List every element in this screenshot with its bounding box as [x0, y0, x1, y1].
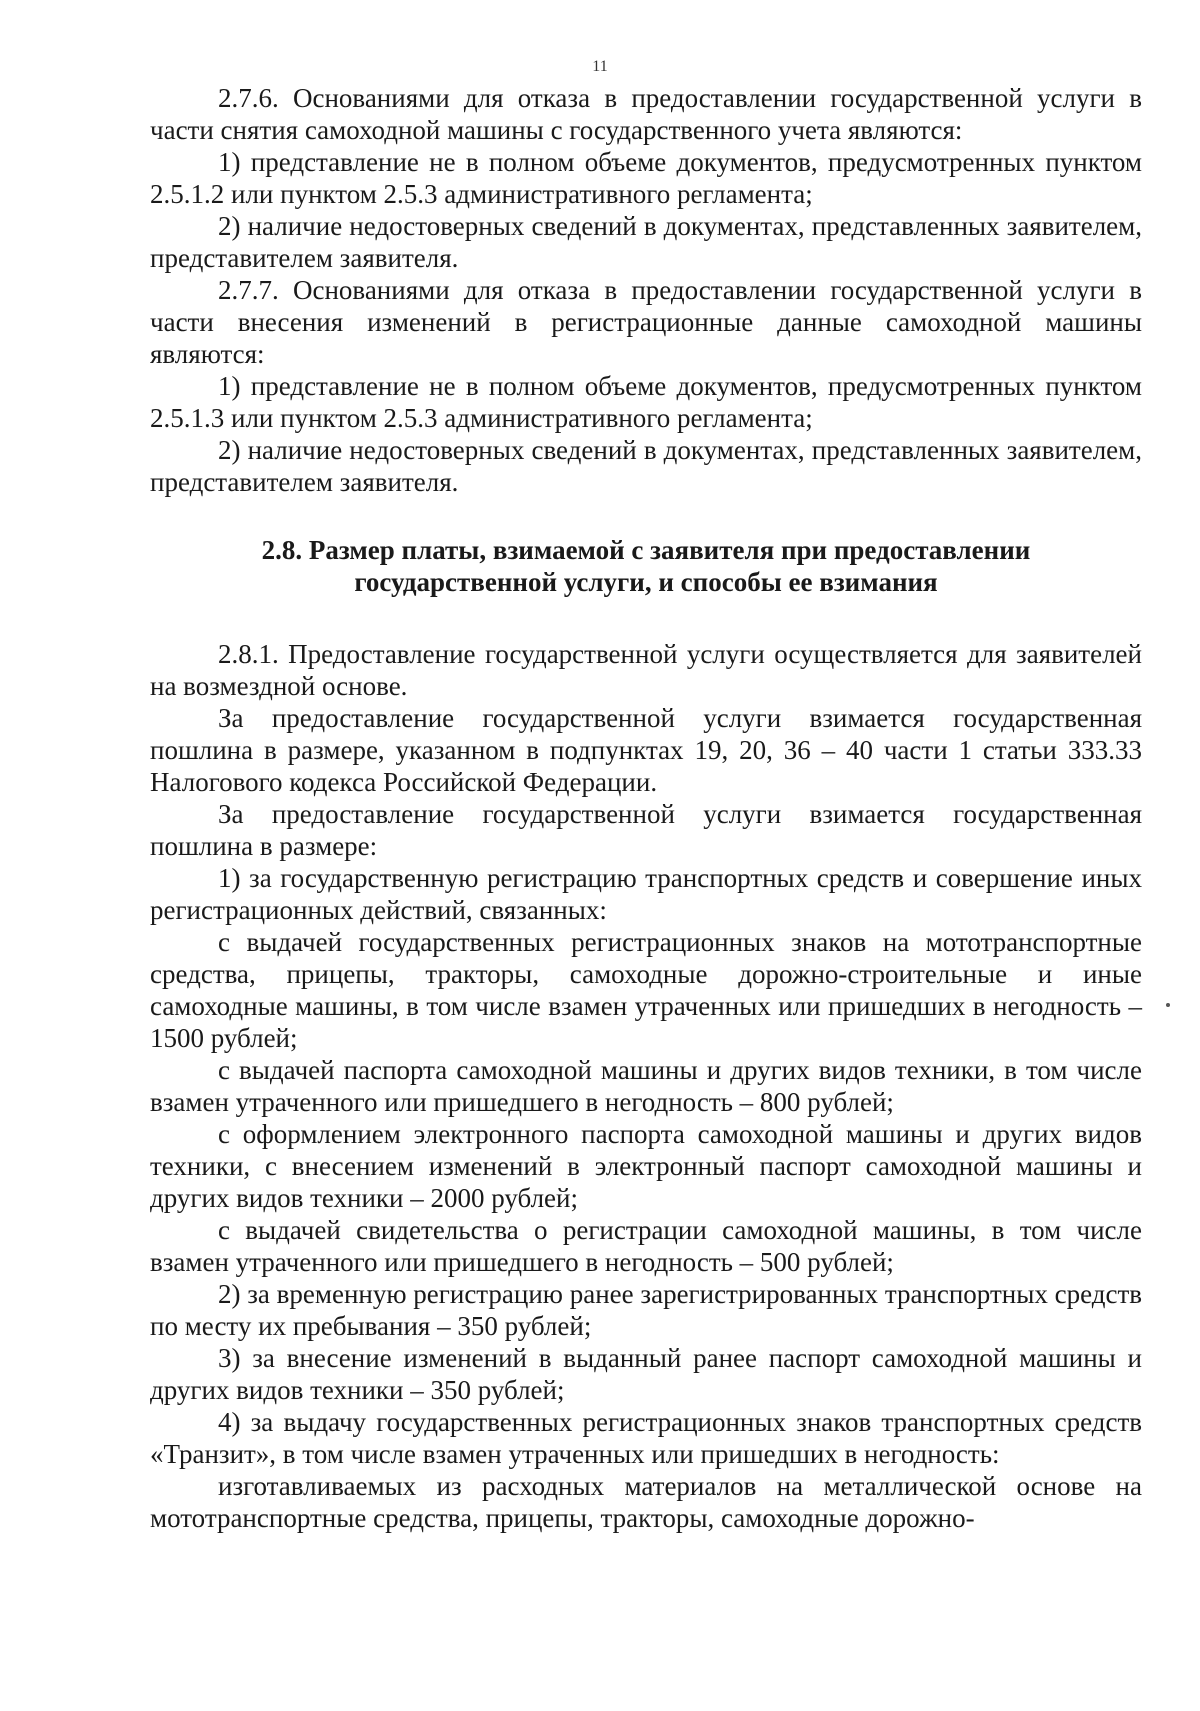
- document-body: [150, 82, 1142, 1534]
- section-heading-2-8: [150, 534, 1142, 598]
- section-heading-line-1: 2.8. Размер платы, взимаемой с заявителя при предоставлении: [261, 535, 1031, 565]
- paragraph-item-4: 4) за выдачу государственных регистрационных знаков транспортных средств «Транзит», в том числе взамен утраченных или пришедших в негодность:: [150, 1407, 1142, 1469]
- paragraph-item-3: 3) за внесение изменений в выданный ранее паспорт самоходной машины и других видов техники – 350 рублей;: [150, 1343, 1142, 1405]
- paragraph-2-7-7: 2.7.7. Основаниями для отказа в предоставлении государственной услуги в части внесения изменений в регистрационные данные самоходной машины являются:: [150, 275, 1142, 369]
- paragraph-2-7-7-item-1: 1) представление не в полном объеме документов, предусмотренных пунктом 2.5.1.3 или пунктом 2.5.3 административного регламента;: [150, 371, 1142, 433]
- scan-speck: [1166, 1003, 1170, 1007]
- section-heading-line-2: государственной услуги, и способы ее взимания: [354, 567, 938, 597]
- paragraph-item-4-metal: изготавливаемых из расходных материалов на металлической основе на мототранспортные средства, прицепы, тракторы, самоходные дорожно-: [150, 1471, 1142, 1533]
- paragraph-item-1-e-passport: с оформлением электронного паспорта самоходной машины и других видов техники, с внесением изменений в электронный паспорт самоходной машины и других видов техники – 2000 рублей;: [150, 1119, 1142, 1213]
- paragraph-2-7-6-item-2: 2) наличие недостоверных сведений в документах, представленных заявителем, представителем заявителя.: [150, 211, 1142, 273]
- paragraph-item-1-plates: с выдачей государственных регистрационных знаков на мототранспортные средства, прицепы, тракторы, самоходные дорожно-строительные и иные самоходные машины, в том числе взамен утраченных или пришедших в негодность – 1500 рублей;: [150, 927, 1142, 1053]
- paragraph-2-7-7-item-2: 2) наличие недостоверных сведений в документах, представленных заявителем, представителем заявителя.: [150, 435, 1142, 497]
- paragraph-item-2: 2) за временную регистрацию ранее зарегистрированных транспортных средств по месту их пребывания – 350 рублей;: [150, 1279, 1142, 1341]
- paragraph-duty-amounts-intro: За предоставление государственной услуги взимается государственная пошлина в размере:: [150, 799, 1142, 861]
- paragraph-2-8-1: 2.8.1. Предоставление государственной услуги осуществляется для заявителей на возмездной основе.: [150, 639, 1142, 701]
- paragraph-item-1: 1) за государственную регистрацию транспортных средств и совершение иных регистрационных действий, связанных:: [150, 863, 1142, 925]
- paragraph-2-7-6: 2.7.6. Основаниями для отказа в предоставлении государственной услуги в части снятия самоходной машины с государственного учета являются:: [150, 83, 1142, 145]
- paragraph-2-7-6-item-1: 1) представление не в полном объеме документов, предусмотренных пунктом 2.5.1.2 или пунктом 2.5.3 административного регламента;: [150, 147, 1142, 209]
- paragraph-item-1-passport: с выдачей паспорта самоходной машины и других видов техники, в том числе взамен утраченного или пришедшего в негодность – 800 рублей;: [150, 1055, 1142, 1117]
- paragraph-duty-reference: За предоставление государственной услуги взимается государственная пошлина в размере, указанном в подпунктах 19, 20, 36 – 40 части 1 статьи 333.33 Налогового кодекса Российской Федерации.: [150, 703, 1142, 797]
- page-number: 11: [592, 58, 608, 75]
- paragraph-item-1-certificate: с выдачей свидетельства о регистрации самоходной машины, в том числе взамен утраченного или пришедшего в негодность – 500 рублей;: [150, 1215, 1142, 1277]
